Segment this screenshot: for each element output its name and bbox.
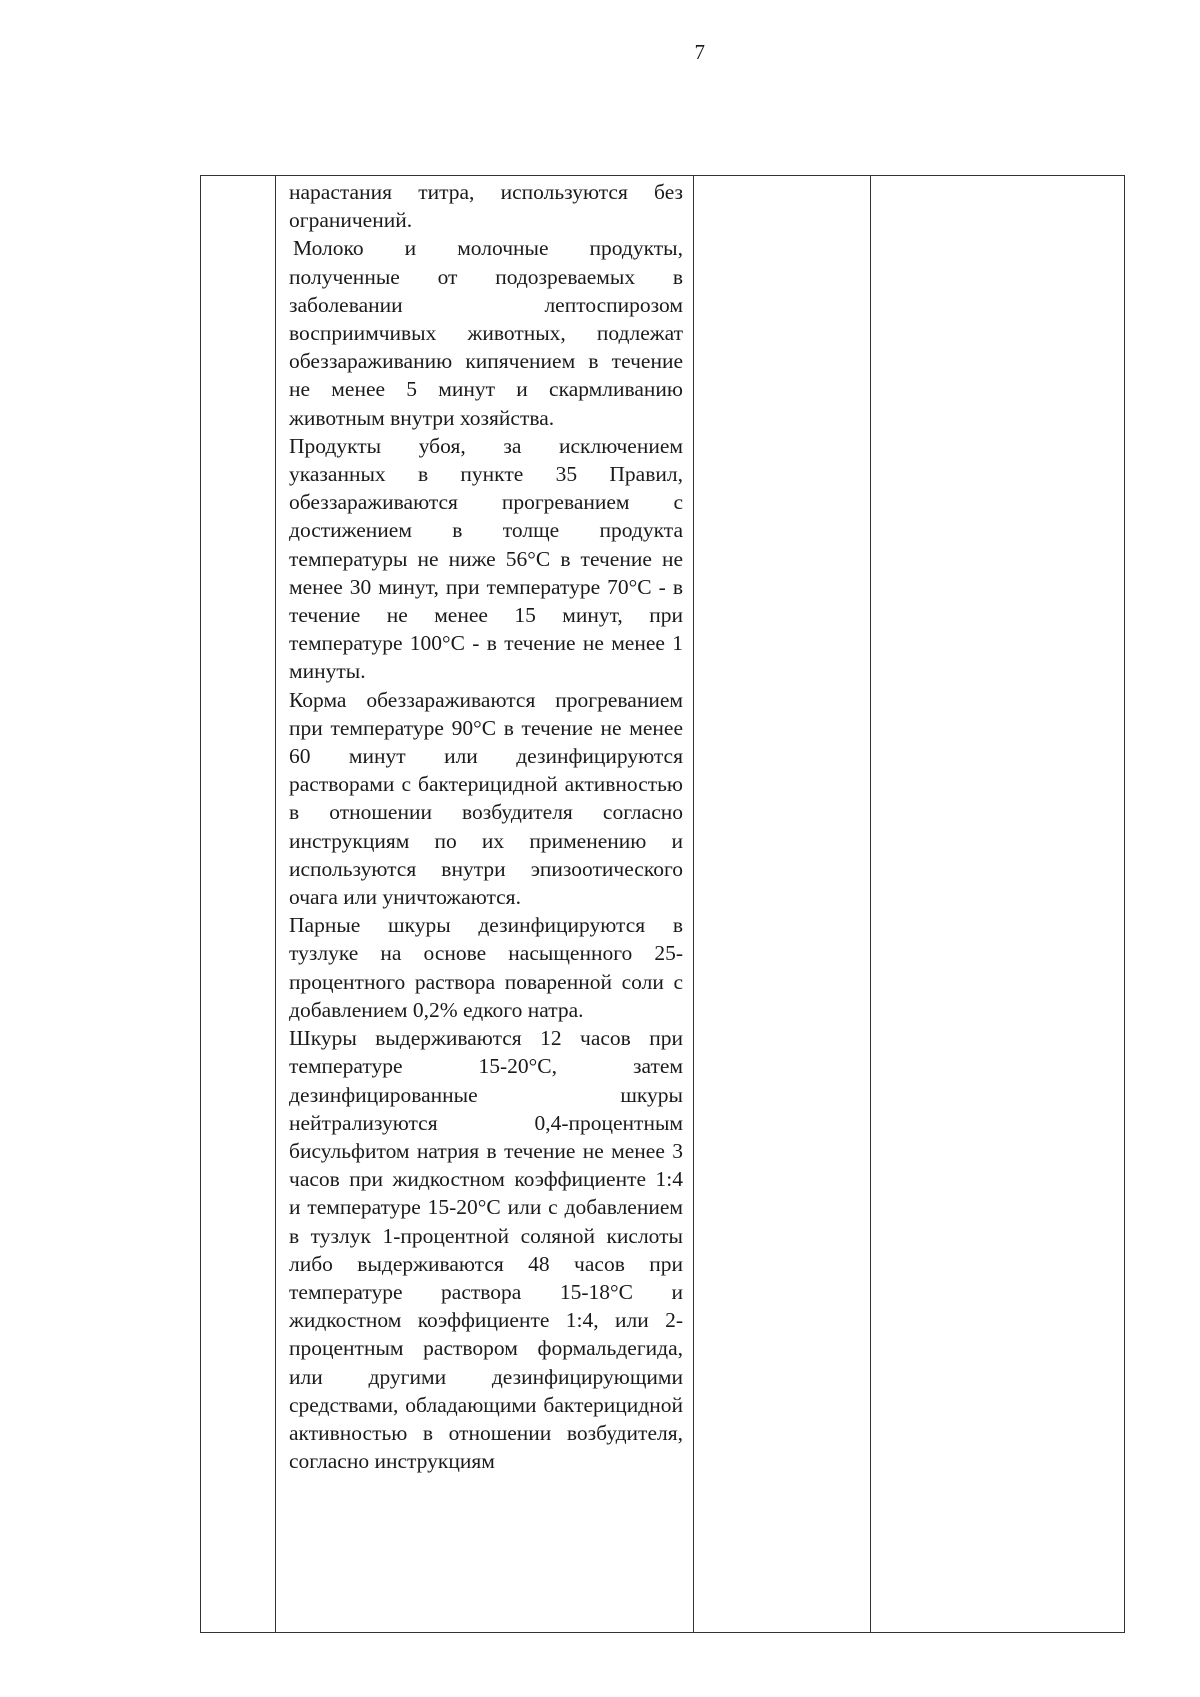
table-cell-requirements: [276, 176, 694, 1632]
paragraph-titer: нарастания титра, используются без ограничений.: [289, 180, 683, 233]
table-cell-fourth: [871, 176, 1124, 1632]
paragraph-milk: Молоко и молочные продукты, полученные от подозреваемых в заболевании лептоспирозом восприимчивых животных, подлежат обеззараживанию кипячением в течение не менее 5 минут и скармливанию животным внутри хозяйства.: [289, 236, 683, 430]
regulation-table: [200, 175, 1125, 1633]
requirements-text: [276, 176, 693, 1475]
table-cell-third: [694, 176, 871, 1632]
paragraph-slaughter-products: Продукты убоя, за исключением указанных в пункте 35 Правил, обеззараживаются прогреванием с достижением в толще продукта температуры не ниже 56°С в течение не менее 30 минут, при температуре 70°С - в течение не менее 15 минут, при температуре 100°С - в течение не менее 1 минуты.: [289, 433, 683, 684]
paragraph-hides-treatment: Шкуры выдерживаются 12 часов при температуре 15-20°С, затем дезинфицированные шкуры нейтрализуются 0,4-процентным бисульфитом натрия в течение не менее 3 часов при жидкостном коэффициенте 1:4 и температуре 15-20°С или с добавлением в тузлук 1-процентной соляной кислоты либо выдерживаются 48 часов при температуре раствора 15-18°С и жидкостном коэффициенте 1:4, или 2-процентным раствором формальдегида, или другими дезинфицирующими средствами, обладающими бактерицидной активностью в отношении возбудителя, согласно инструкциям: [289, 1026, 683, 1474]
table-cell-number: [201, 176, 276, 1632]
page-number: 7: [694, 40, 706, 64]
paragraph-feed: Корма обеззараживаются прогреванием при температуре 90°С в течение не менее 60 минут или дезинфицируются растворами с бактерицидной активностью в отношении возбудителя согласно инструкциям по их применению и используются внутри эпизоотического очага или уничтожаются.: [289, 687, 683, 910]
paragraph-raw-hides: Парные шкуры дезинфицируются в тузлуке на основе насыщенного 25-процентного раствора поваренной соли с добавлением 0,2% едкого натра.: [289, 913, 683, 1022]
